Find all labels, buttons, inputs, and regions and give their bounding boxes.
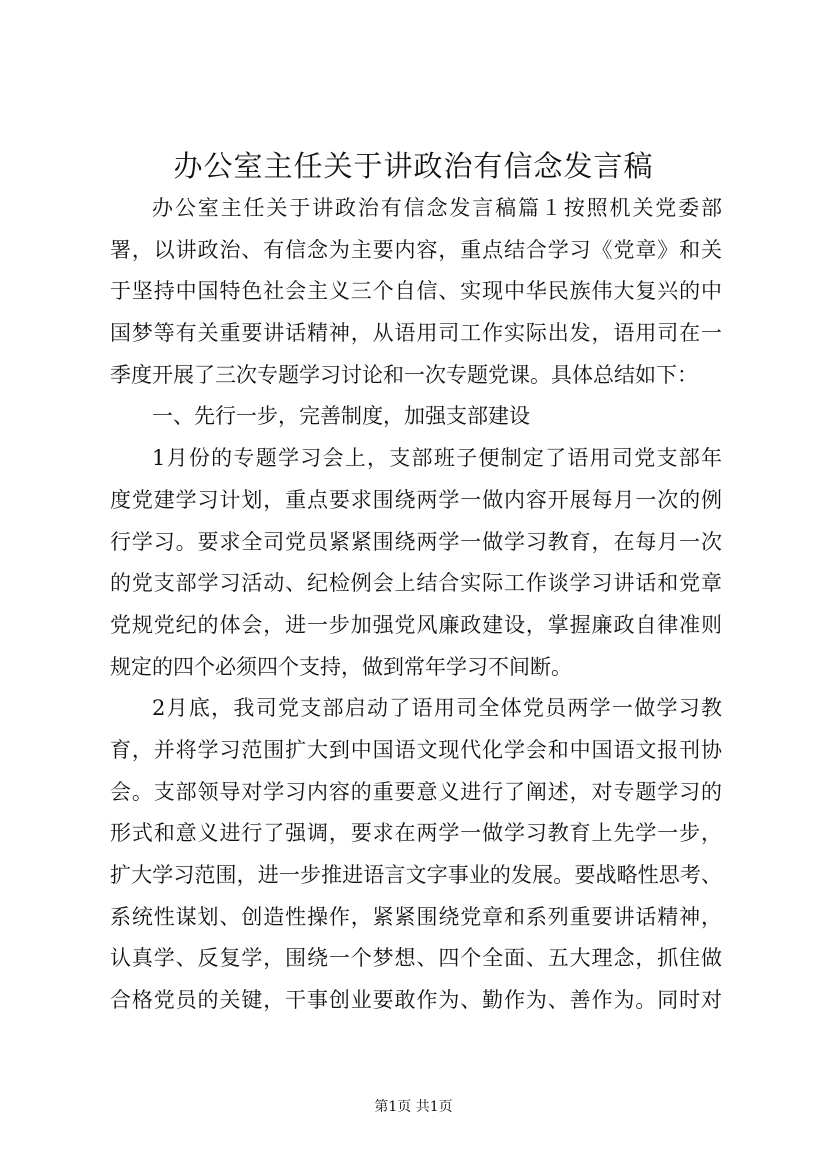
text-line: 一、先行一步，完善制度，加强支部建设 <box>152 404 530 429</box>
text-line: 国梦等有关重要讲话精神，从语用司工作实际出发，语用司在一 <box>110 321 722 346</box>
document-title: 办公室主任关于讲政治有信念发言稿 <box>173 149 654 183</box>
text-line: 系统性谋划、创造性操作，紧紧围绕党章和系列重要讲话精神， <box>110 904 722 929</box>
text-line: 季度开展了三次专题学习讨论和一次专题党课。具体总结如下： <box>110 362 698 387</box>
text-line: 于坚持中国特色社会主义三个自信、实现中华民族伟大复兴的中 <box>110 279 722 304</box>
text-line: 形式和意义进行了强调，要求在两学一做学习教育上先学一步， <box>110 821 722 846</box>
document-body <box>110 188 722 1022</box>
text-line: 党规党纪的体会，进一步加强党风廉政建设，掌握廉政自律准则 <box>110 612 722 637</box>
text-line: 行学习。要求全司党员紧紧围绕两学一做学习教育，在每月一次 <box>110 529 722 554</box>
page-footer: 第1页 共1页 <box>374 1099 453 1115</box>
text-line: 2月底，我司党支部启动了语用司全体党员两学一做学习教 <box>152 696 722 721</box>
text-line: 扩大学习范围，进一步推进语言文字事业的发展。要战略性思考、 <box>110 863 722 887</box>
text-line: 育，并将学习范围扩大到中国语文现代化学会和中国语文报刊协 <box>110 737 722 762</box>
text-line: 署，以讲政治、有信念为主要内容，重点结合学习《党章》和关 <box>110 237 722 262</box>
text-line: 规定的四个必须四个支持，做到常年学习不间断。 <box>110 654 572 679</box>
text-line: 办公室主任关于讲政治有信念发言稿篇１按照机关党委部 <box>152 196 722 220</box>
text-line: 合格党员的关键，干事创业要敢作为、勤作为、善作为。同时对 <box>110 988 722 1013</box>
text-line: 度党建学习计划，重点要求围绕两学一做内容开展每月一次的例 <box>110 487 722 512</box>
text-line: 的党支部学习活动、纪检例会上结合实际工作谈学习讲话和党章 <box>110 571 722 596</box>
text-line: 1月份的专题学习会上，支部班子便制定了语用司党支部年 <box>152 446 722 471</box>
text-line: 会。支部领导对学习内容的重要意义进行了阐述，对专题学习的 <box>110 779 722 804</box>
text-line: 认真学、反复学，围绕一个梦想、四个全面、五大理念，抓住做 <box>110 946 722 971</box>
